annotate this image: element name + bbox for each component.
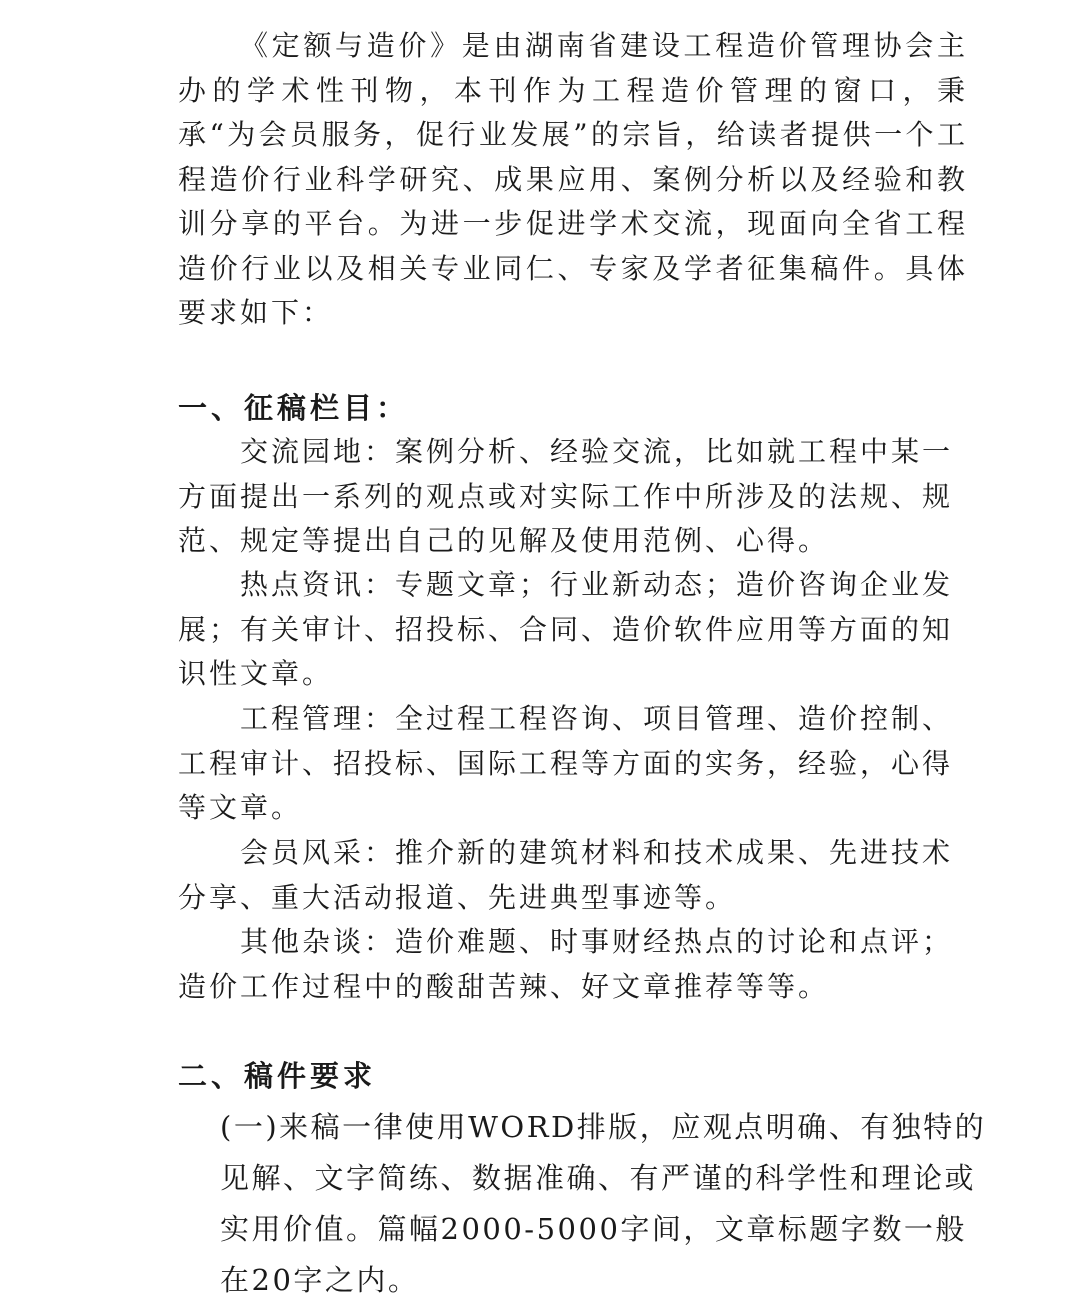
column-item-hot-news: 热点资讯：专题文章；行业新动态；造价咨询企业发展；有关审计、招投标、合同、造价软件应用等方面的知识性文章。: [178, 568, 954, 690]
column-item-engineering-management: 工程管理：全过程工程咨询、项目管理、造价控制、工程审计、招投标、国际工程等方面的实务，经验，心得等文章。: [178, 702, 954, 824]
column-item-misc-talk: 其他杂谈：造价难题、时事财经热点的讨论和点评；造价工作过程中的酸甜苦辣、好文章推荐等等。: [178, 925, 954, 1003]
column-item-exchange: 交流园地：案例分析、经验交流，比如就工程中某一方面提出一系列的观点或对实际工作中所涉及的法规、规范、规定等提出自己的见解及使用范例、心得。: [178, 435, 954, 557]
column-item-member-showcase: 会员风采：推介新的建筑材料和技术成果、先进技术分享、重大活动报道、先进典型事迹等。: [178, 836, 954, 914]
requirement-item-1: (一)来稿一律使用WORD排版，应观点明确、有独特的见解、文字简练、数据准确、有严谨的科学性和理论或实用价值。篇幅2000-5000字间，文章标题字数一般在20字之内。: [220, 1110, 987, 1297]
section-heading-requirements: 二、稿件要求: [178, 1059, 377, 1093]
intro-paragraph: 《定额与造价》是由湖南省建设工程造价管理协会主办的学术性刊物，本刊作为工程造价管理的窗口，秉承“为会员服务，促行业发展”的宗旨，给读者提供一个工程造价行业科学研究、成果应用、案例分析以及经验和教训分享的平台。为进一步促进学术交流，现面向全省工程造价行业以及相关专业同仁、专家及学者征集稿件。具体要求如下：: [178, 29, 968, 329]
section-heading-columns: 一、征稿栏目：: [178, 391, 410, 425]
